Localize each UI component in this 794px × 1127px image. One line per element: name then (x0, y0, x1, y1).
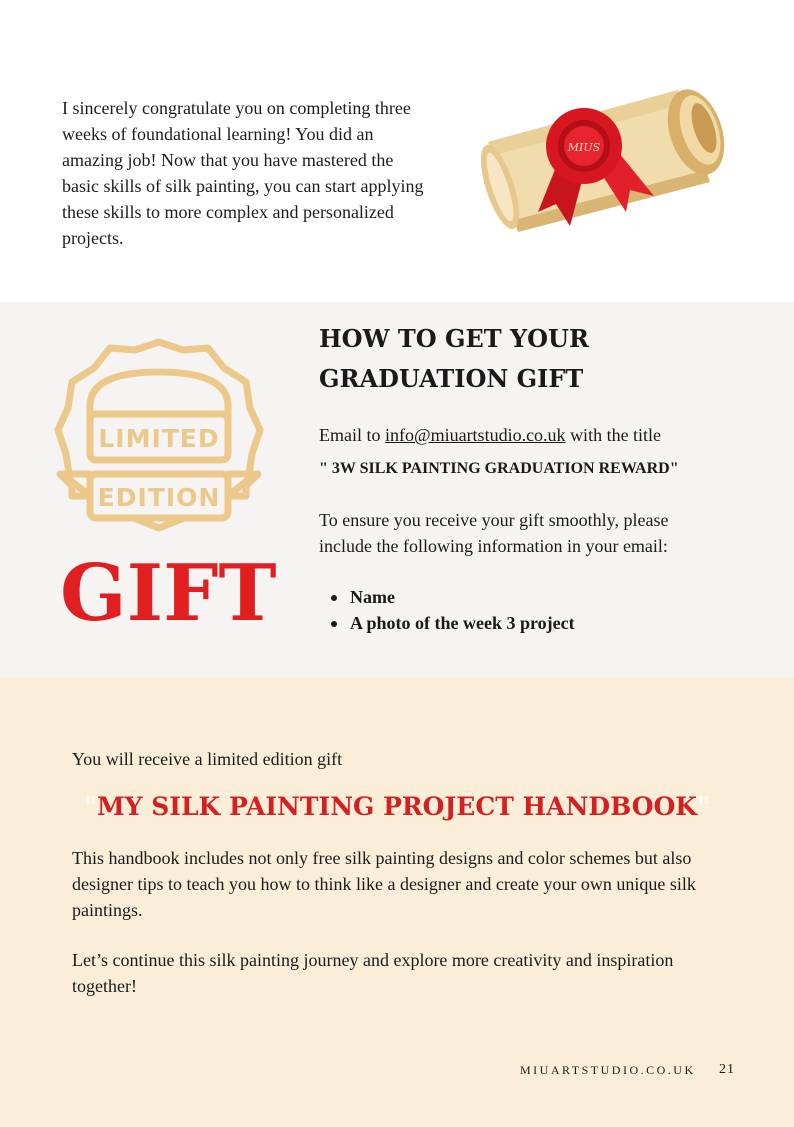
email-prefix: Email to (319, 425, 385, 445)
handbook-section (0, 677, 794, 1127)
page-number: 21 (719, 1062, 735, 1077)
open-quote: " (83, 792, 97, 821)
requirements-list (322, 584, 575, 636)
limited-edition-badge-icon (50, 334, 268, 549)
section-heading (319, 319, 739, 399)
handbook-description: This handbook includes not only free silk painting designs and color schemes but also designer tips to teach you how to think like a designer and create your own unique silk paintings. (72, 848, 696, 920)
list-item: A photo of the week 3 project (322, 610, 575, 636)
handbook-title-text: MY SILK PAINTING PROJECT HANDBOOK (97, 792, 697, 821)
svg-text:EDITION: EDITION (97, 483, 221, 512)
gift-word: GIFT (60, 548, 277, 639)
diploma-scroll-icon (478, 72, 740, 242)
list-item: Name (322, 584, 575, 610)
svg-text:LIMITED: LIMITED (98, 424, 220, 453)
email-subject-title: " 3W SILK PAINTING GRADUATION REWARD" (319, 460, 679, 477)
receive-gift-text: You will receive a limited edition gift (72, 749, 343, 769)
close-quote: " (696, 792, 711, 821)
email-instruction (319, 422, 779, 448)
heading-line-2: GRADUATION GIFT (319, 364, 584, 393)
handbook-title (0, 785, 794, 829)
svg-text:MIUS: MIUS (567, 141, 601, 154)
include-instructions: To ensure you receive your gift smoothly, please include the following information in your email: (319, 510, 669, 556)
footer-website: MIUARTSTUDIO.CO.UK (520, 1063, 696, 1077)
email-suffix: with the title (565, 425, 662, 445)
email-link[interactable]: info@miuartstudio.co.uk (385, 425, 566, 445)
closing-text: Let’s continue this silk painting journey and explore more creativity and inspiration together! (72, 950, 674, 996)
gift-section (0, 302, 794, 677)
intro-section (0, 0, 794, 302)
congratulation-text: I sincerely congratulate you on completing three weeks of foundational learning! You did an amazing job! Now that you have mastered the basic skills of silk painting, you can start applying these skills to more complex and personalized projects. (62, 98, 424, 248)
heading-line-1: HOW TO GET YOUR (319, 324, 589, 353)
